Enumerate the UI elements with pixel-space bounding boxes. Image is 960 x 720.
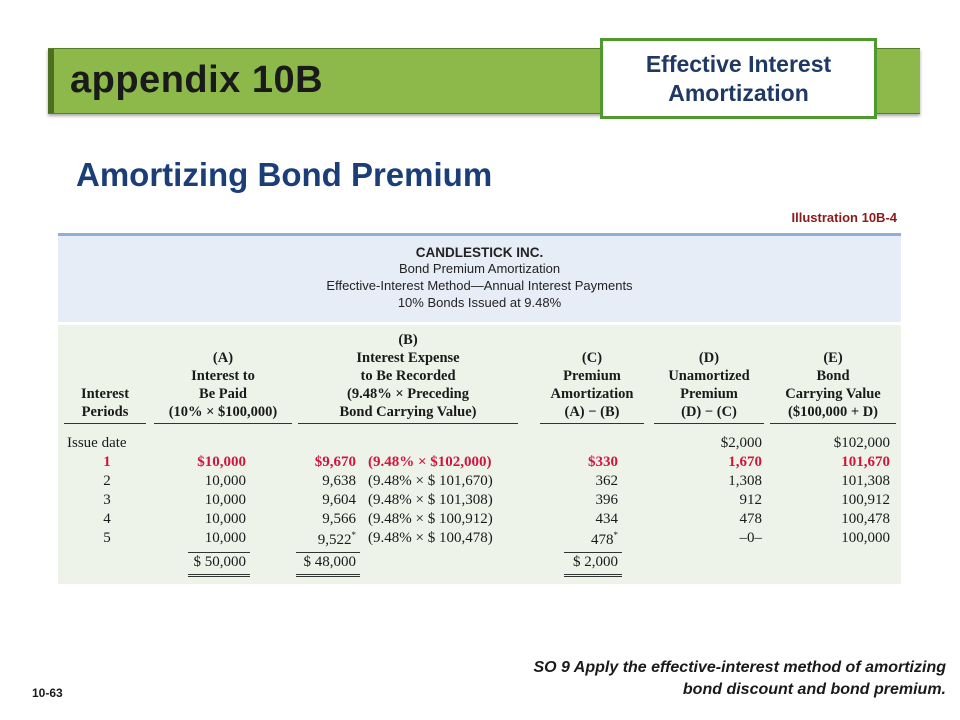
- total-c: $ 2,000: [573, 554, 618, 570]
- col-header-line: Unamortized: [668, 368, 750, 384]
- cell-period: 2: [103, 473, 111, 489]
- cell-d: 478: [739, 511, 762, 527]
- table-row: [58, 530, 901, 549]
- table-row: [58, 511, 901, 530]
- cell-a: 10,000: [204, 530, 246, 546]
- col-header-line: Amortization: [550, 386, 634, 402]
- total-b: $ 48,000: [303, 554, 356, 570]
- cell-period: 4: [103, 511, 111, 527]
- col-header-periods: [64, 385, 146, 424]
- topic-line-2: Amortization: [668, 79, 809, 106]
- col-header-b: [298, 331, 518, 424]
- topic-line-1: Effective Interest: [645, 50, 832, 77]
- topic-box: [600, 38, 877, 119]
- cell-d: 1,670: [728, 454, 762, 470]
- cell-e: $102,000: [833, 435, 890, 451]
- cell-b-calc: (9.48% × $ 101,308): [368, 492, 493, 508]
- col-header-c: [540, 349, 644, 424]
- cell-d: –0–: [739, 530, 762, 546]
- study-objective-line-2: bond discount and bond premium.: [682, 681, 946, 698]
- col-header-a: [154, 349, 292, 424]
- cell-b: 9,566: [322, 511, 356, 527]
- table-row: [58, 435, 901, 454]
- col-header-line: Interest to: [191, 368, 255, 384]
- cell-b: 9,604: [322, 492, 356, 508]
- cell-c: 396: [595, 492, 618, 508]
- col-header-line: Bond: [816, 368, 850, 384]
- col-header-line: (B): [398, 332, 418, 348]
- company-name: CANDLESTICK INC.: [415, 245, 544, 260]
- total-rule: [188, 552, 250, 553]
- table-body: [58, 325, 901, 584]
- amortization-table: [58, 233, 901, 584]
- col-header-line: (E): [823, 350, 843, 366]
- total-double-rule: [564, 574, 622, 577]
- study-objective-line-1: SO 9 Apply the effective-interest method of amortizing: [533, 659, 946, 676]
- cell-c: $330: [588, 454, 618, 470]
- cell-period: 3: [103, 492, 111, 508]
- cell-e: 101,308: [841, 473, 890, 489]
- col-header-line: (A) − (B): [564, 404, 620, 420]
- illustration-label: Illustration 10B-4: [791, 210, 897, 225]
- cell-a: $10,000: [197, 454, 246, 470]
- cell-a: 10,000: [204, 492, 246, 508]
- table-row: [58, 492, 901, 511]
- col-header-line: Bond Carrying Value): [339, 404, 477, 420]
- table-row: [58, 473, 901, 492]
- col-header-line: Interest: [80, 386, 130, 402]
- cell-c: 362: [595, 473, 618, 489]
- cell-period: Issue date: [67, 435, 127, 451]
- cell-e: 100,912: [841, 492, 890, 508]
- cell-b: $9,670: [314, 454, 356, 470]
- cell-c: 434: [595, 511, 618, 527]
- col-header-line: (10% × $100,000): [168, 404, 278, 420]
- cell-d: 1,308: [728, 473, 762, 489]
- footnote-mark: *: [351, 530, 356, 540]
- cell-e: 100,478: [841, 511, 890, 527]
- col-header-line: Be Paid: [199, 386, 247, 402]
- cell-d: 912: [739, 492, 762, 508]
- col-header-line: (C): [581, 350, 603, 366]
- total-rule: [564, 552, 622, 553]
- col-header-line: Premium: [680, 386, 738, 402]
- study-objective: [533, 657, 946, 701]
- col-header-d: [654, 349, 764, 424]
- col-header-line: (D): [698, 350, 720, 366]
- table-title-line: 10% Bonds Issued at 9.48%: [397, 295, 562, 310]
- cell-e: 100,000: [841, 530, 890, 546]
- col-header-line: ($100,000 + D): [787, 404, 879, 420]
- total-double-rule: [296, 574, 360, 577]
- cell-c: [548, 530, 618, 549]
- total-double-rule: [188, 574, 250, 577]
- cell-b-calc: (9.48% × $ 100,478): [368, 530, 493, 546]
- col-header-line: (A): [212, 350, 234, 366]
- cell-b: 9,638: [322, 473, 356, 489]
- total-rule: [296, 552, 360, 553]
- cell-c-value: 478: [591, 532, 614, 548]
- table-title-line: Effective-Interest Method—Annual Interest Payments: [326, 278, 633, 293]
- footnote-mark: *: [613, 530, 618, 540]
- cell-b-calc: (9.48% × $102,000): [368, 454, 492, 470]
- cell-b: [290, 530, 356, 549]
- totals-row: [58, 554, 901, 573]
- table-title-block: [58, 233, 901, 325]
- page-number: 10-63: [32, 686, 63, 700]
- col-header-e: [770, 349, 896, 424]
- appendix-title: appendix 10B: [70, 59, 324, 101]
- col-header-line: to Be Recorded: [360, 368, 456, 384]
- col-header-line: Periods: [81, 404, 129, 420]
- cell-period: 1: [103, 454, 111, 470]
- total-a: $ 50,000: [193, 554, 246, 570]
- table-title-line: Bond Premium Amortization: [398, 261, 561, 276]
- col-header-line: Interest Expense: [356, 350, 460, 366]
- cell-a: 10,000: [204, 473, 246, 489]
- cell-e: 101,670: [841, 454, 890, 470]
- col-header-line: Carrying Value: [785, 386, 881, 402]
- cell-b-value: 9,522: [317, 532, 352, 548]
- cell-a: 10,000: [204, 511, 246, 527]
- cell-period: 5: [103, 530, 111, 546]
- col-header-line: (D) − (C): [681, 404, 737, 420]
- table-row: [58, 454, 901, 473]
- slide-subtitle: Amortizing Bond Premium: [76, 156, 493, 193]
- col-header-line: (9.48% × Preceding: [347, 386, 469, 402]
- cell-b-calc: (9.48% × $ 101,670): [368, 473, 493, 489]
- cell-d: $2,000: [720, 435, 762, 451]
- col-header-line: Premium: [563, 368, 621, 384]
- cell-b-calc: (9.48% × $ 100,912): [368, 511, 493, 527]
